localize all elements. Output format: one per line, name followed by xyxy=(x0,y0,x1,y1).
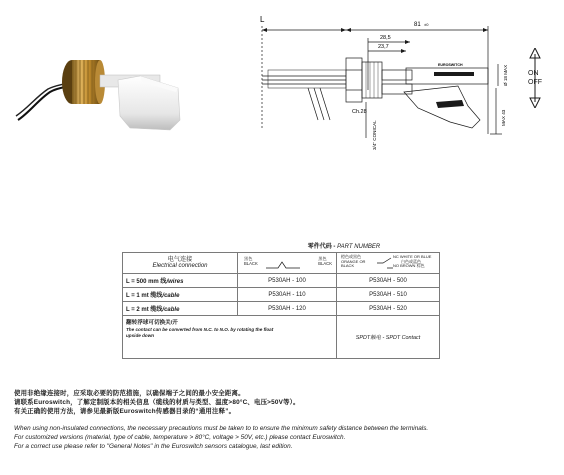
header-cn: 电气连接 xyxy=(167,256,193,263)
wiring-3wire: 橙色或黑色 ORANGE OR BLACK NC WHITE OR BLUE 白色或蓝色 NO BROWN 棕色 xyxy=(337,253,440,274)
switch-symbol-icon xyxy=(377,256,393,270)
notes-section xyxy=(14,389,554,451)
table-row: L = 500 mm 线/wires P530AH - 100 P530AH - 500 xyxy=(123,274,440,288)
note-cn-1: 使用非绝缘连接时，应采取必要的防范措施，以确保端子之间的最小安全距离。 xyxy=(14,390,245,397)
note-en-2: For customized versions (material, type of cable, temperature > 80°C, voltage > 50V, etc.) please contact Euroswitch. xyxy=(14,433,346,441)
float-switch-photo xyxy=(0,20,230,140)
convert-note-en: The contact can be converted from N.C. to N.O. by rotating the float upside down xyxy=(126,327,274,338)
part-number-table xyxy=(122,252,440,359)
part-number-title: 零件代码 - PART NUMBER xyxy=(307,244,381,250)
off-label: OFF xyxy=(528,79,542,86)
note-en-3: For a correct use please refer to "General Notes" in the Euroswitch sensors catalogue, last edition. xyxy=(14,443,293,451)
dim-L-label: L xyxy=(260,15,265,24)
wire-symbol-icon xyxy=(266,259,300,271)
brand-label: EUROSWITCH xyxy=(438,63,463,67)
part-number-cell: P530AH - 510 xyxy=(337,288,440,302)
dim-81-tolerance: ±0 xyxy=(424,22,429,27)
on-label: ON xyxy=(528,70,539,77)
dim-28-5-label: 28,5 xyxy=(380,35,391,41)
dim-ch28-label: Ch.28 xyxy=(352,109,367,115)
part-number-cell: P530AH - 520 xyxy=(337,302,440,316)
convert-note-cn: 翻转浮球可切换关/开 xyxy=(126,320,178,326)
table-header-row xyxy=(123,253,440,274)
wiring-2wire: 黑色 BLACK 黑色 BLACK xyxy=(238,253,337,274)
dim-thread-label: 3/4" CONICAL xyxy=(372,120,377,150)
note-cn-2: 请联系Euroswitch，了解定制版本的相关信息（缆线的材质与类型、温度>80°C、电压>50V等）。 xyxy=(14,399,300,407)
on-off-indicator xyxy=(528,48,560,108)
table-row: L = 2 mt 缆线/cable P530AH - 120 P530AH - 520 xyxy=(123,302,440,316)
note-cn-3: 有关正确的使用方法，请参见最新版Euroswitch传感器目录的“通用注释”。 xyxy=(14,408,236,416)
part-number-cell: P530AH - 100 xyxy=(238,274,337,288)
part-number-cell: P530AH - 500 xyxy=(337,274,440,288)
spdt-contact-cell: SPDT触电 - SPDT Contact xyxy=(337,316,440,359)
part-number-title-en: PART NUMBER xyxy=(337,244,381,250)
note-en-1: When using non-insulated connections, the necessary precautions must be taken to to ensure the minimum safety distance between the terminals. xyxy=(14,424,429,432)
header-en: Electrical connection xyxy=(152,263,208,269)
dim-diameter-label: Ø 18 MAX xyxy=(503,64,508,86)
double-arrow-icon xyxy=(528,48,542,108)
dim-81-label: 81 xyxy=(414,22,421,28)
part-number-cell: P530AH - 110 xyxy=(238,288,337,302)
technical-drawing xyxy=(248,10,564,160)
table-row: L = 1 mt 缆线/cable P530AH - 110 P530AH - 510 xyxy=(123,288,440,302)
part-number-title-cn: 零件代码 xyxy=(307,244,332,250)
dim-max43-label: MAX 43 xyxy=(501,109,506,126)
dim-23-7-label: 23,7 xyxy=(378,44,389,50)
table-row-convert xyxy=(123,316,440,359)
part-number-cell: P530AH - 120 xyxy=(238,302,337,316)
